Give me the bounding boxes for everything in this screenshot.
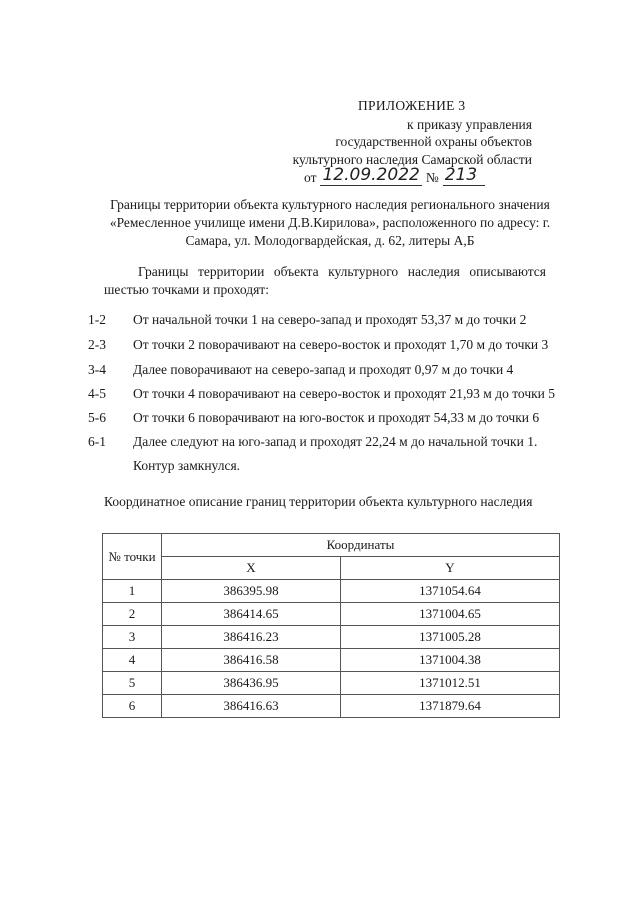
- intro-paragraph: Границы территории объекта культурного наследия описываются шестью точками и проходят:: [104, 264, 546, 297]
- coordinates-table: [102, 533, 560, 718]
- cell-y: 1371004.65: [341, 603, 560, 626]
- table-subheader-row: [103, 557, 560, 580]
- table-row: [103, 695, 560, 718]
- segment-row: [88, 337, 548, 353]
- header-coordinates: Координаты: [162, 534, 560, 557]
- cell-x: 386416.58: [162, 649, 341, 672]
- segment-code: 6-1: [88, 434, 106, 449]
- coordinates-title: Координатное описание границ территории объекта культурного наследия: [104, 494, 533, 509]
- cell-x: 386414.65: [162, 603, 341, 626]
- cell-y: 1371005.28: [341, 626, 560, 649]
- table-row: [103, 626, 560, 649]
- cell-x: 386416.63: [162, 695, 341, 718]
- appendix-line-2: государственной охраны объектов: [335, 134, 532, 149]
- appendix-title: ПРИЛОЖЕНИЕ 3: [358, 98, 466, 113]
- cell-x: 386416.23: [162, 626, 341, 649]
- cell-point: 5: [103, 672, 162, 695]
- order-date: 12.09.2022: [322, 165, 420, 185]
- segment-code: 2-3: [88, 337, 106, 352]
- table-row: [103, 649, 560, 672]
- cell-y: 1371054.64: [341, 580, 560, 603]
- cell-x: 386436.95: [162, 672, 341, 695]
- segment-row: [88, 362, 513, 378]
- segment-text: От начальной точки 1 на северо-запад и проходят 53,37 м до точки 2: [133, 312, 527, 327]
- segment-code: 3-4: [88, 362, 106, 377]
- order-date-number: [304, 165, 485, 186]
- from-label: от: [304, 170, 317, 185]
- header-y: Y: [341, 557, 560, 580]
- segment-row: [88, 386, 555, 402]
- segment-text: Далее следуют на юго-запад и проходят 22,24 м до начальной точки 1.: [133, 434, 538, 449]
- cell-x: 386395.98: [162, 580, 341, 603]
- table-row: [103, 580, 560, 603]
- segment-text: От точки 4 поворачивают на северо-восток и проходят 21,93 м до точки 5: [133, 386, 556, 401]
- segment-code: 1-2: [88, 312, 106, 327]
- cell-point: 4: [103, 649, 162, 672]
- table-row: [103, 672, 560, 695]
- cell-y: 1371012.51: [341, 672, 560, 695]
- cell-point: 1: [103, 580, 162, 603]
- table-header-row: [103, 534, 560, 557]
- segment-row: [88, 410, 539, 426]
- cell-point: 3: [103, 626, 162, 649]
- segment-row: [88, 312, 526, 328]
- contour-closed-note: Контур замкнулся.: [133, 458, 241, 473]
- appendix-line-3: культурного наследия Самарской области: [292, 152, 532, 167]
- segment-text: От точки 2 поворачивают на северо-восток и проходят 1,70 м до точки 3: [133, 337, 549, 352]
- cell-point: 2: [103, 603, 162, 626]
- document-heading: Границы территории объекта культурного наследия регионального значения «Ремесленное училище имени Д.В.Кирилова», расположенного по адресу: г. Самара, ул. Молодогвардейская, д. 62, литеры А,Б: [109, 197, 551, 248]
- cell-y: 1371879.64: [341, 695, 560, 718]
- segment-row: [88, 434, 537, 450]
- segment-text: От точки 6 поворачивают на юго-восток и проходят 54,33 м до точки 6: [133, 410, 540, 425]
- header-point-number: № точки: [103, 534, 162, 580]
- number-label: №: [425, 170, 439, 185]
- order-number: 213: [443, 165, 485, 186]
- cell-point: 6: [103, 695, 162, 718]
- appendix-line-1: к приказу управления: [407, 117, 532, 132]
- header-x: X: [162, 557, 341, 580]
- cell-y: 1371004.38: [341, 649, 560, 672]
- table-row: [103, 603, 560, 626]
- segment-code: 4-5: [88, 386, 106, 401]
- segment-text: Далее поворачивают на северо-запад и проходят 0,97 м до точки 4: [133, 362, 514, 377]
- segment-code: 5-6: [88, 410, 106, 425]
